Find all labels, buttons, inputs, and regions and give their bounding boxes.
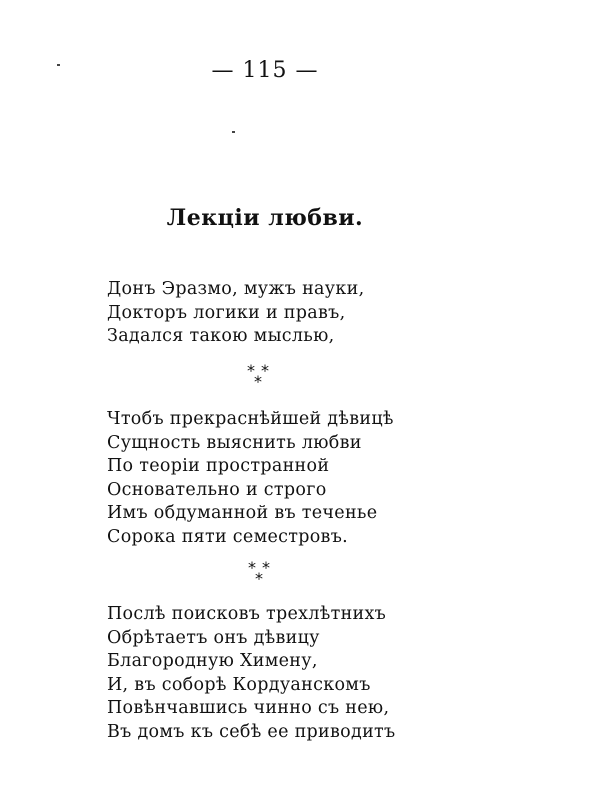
- stanza-1: [107, 278, 364, 349]
- verse-line: Задался такою мыслью,: [107, 326, 335, 346]
- asterisk-icon: *: [247, 361, 255, 380]
- asterisk-icon: *: [255, 569, 263, 588]
- verse-line: Благородную Химену,: [107, 651, 318, 671]
- verse-line: И, въ соборѣ Кордуанскомъ: [107, 674, 371, 695]
- verse-line: Основательно и строго: [107, 479, 327, 500]
- verse-line: Докторъ логики и правъ,: [107, 302, 346, 323]
- verse-line: Чтобъ прекраснѣйшей дѣвицѣ: [107, 409, 394, 429]
- stanza-3: [107, 603, 395, 744]
- verse-line: Донъ Эразмо, мужъ науки,: [107, 279, 365, 299]
- ink-speck: [232, 131, 235, 133]
- asterisk-icon: *: [262, 558, 270, 577]
- verse-line: Въ домъ къ себѣ ее приводитъ: [107, 721, 396, 742]
- asterisk-icon: *: [254, 372, 262, 391]
- page-number: — 115 —: [211, 58, 319, 83]
- asterism-divider: [242, 560, 282, 590]
- verse-line: Обрѣтаетъ онъ дѣвицу: [107, 627, 320, 648]
- asterisk-icon: *: [261, 361, 269, 380]
- stanza-2: [107, 408, 394, 549]
- verse-line: Имъ обдуманной въ теченье: [107, 503, 378, 523]
- verse-line: По теоріи пространной: [107, 456, 330, 476]
- asterisk-icon: *: [248, 558, 256, 577]
- verse-line: Сорока пяти семестровъ.: [107, 526, 349, 547]
- verse-line: Повѣнчавшись чинно съ нею,: [107, 698, 390, 718]
- asterism-divider: [241, 363, 281, 393]
- poem-title: Лекціи любви.: [166, 205, 364, 231]
- verse-line: Послѣ поисковъ трехлѣтнихъ: [107, 604, 387, 624]
- verse-line: Сущность выяснить любви: [107, 432, 362, 453]
